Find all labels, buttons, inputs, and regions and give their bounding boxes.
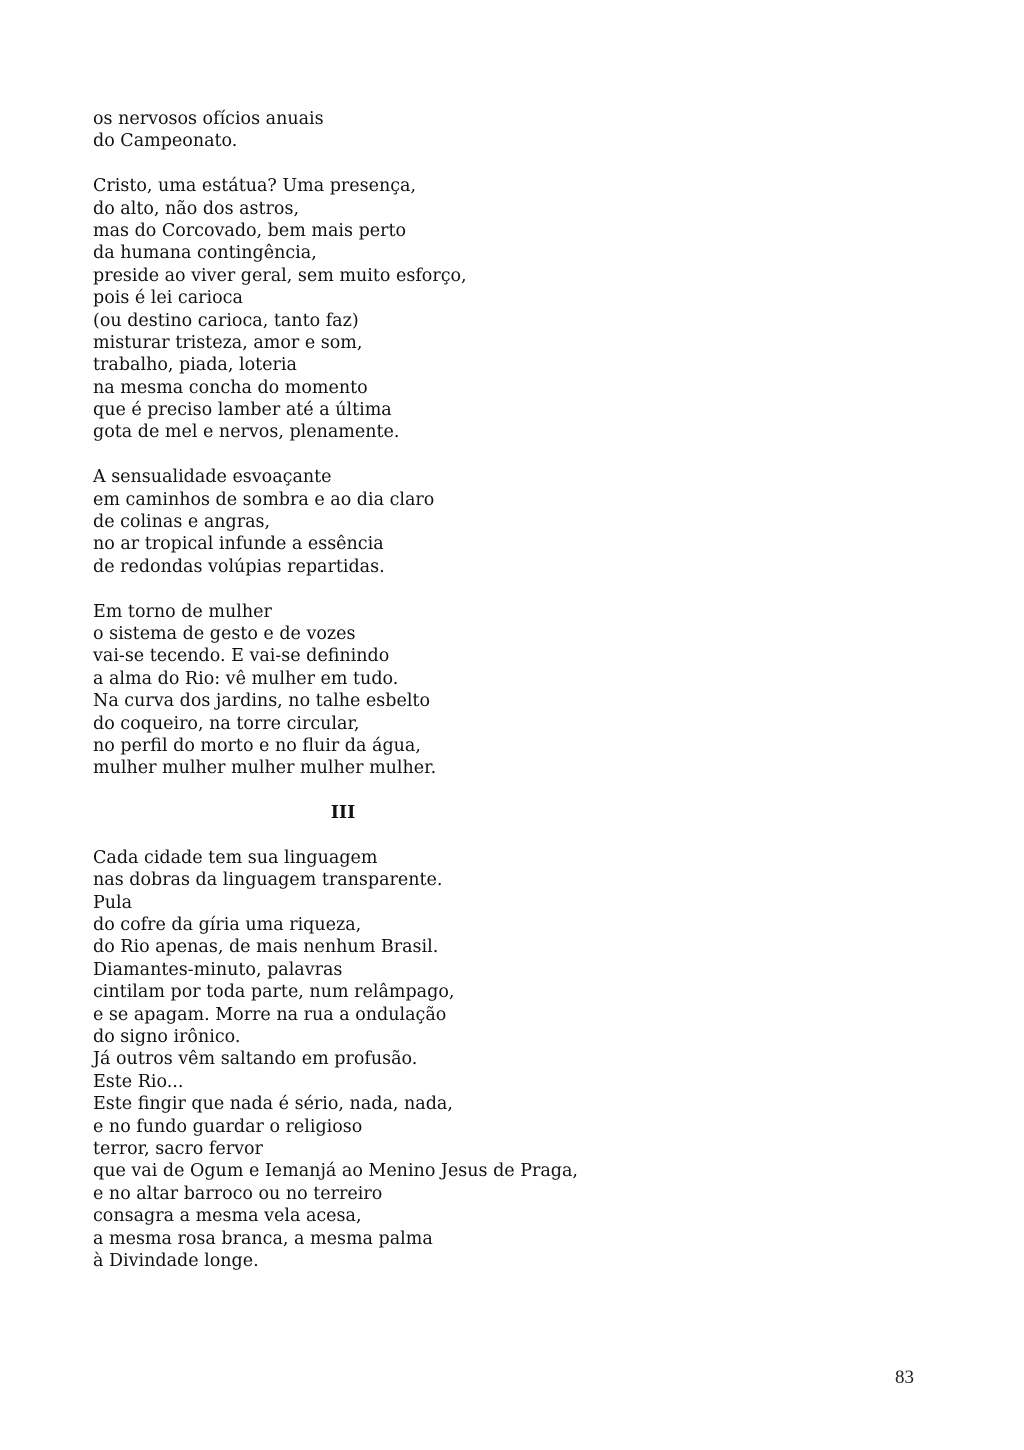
poem-line: do alto, não dos astros, — [93, 198, 300, 219]
poem-line: cintilam por toda parte, num relâmpago, — [93, 982, 455, 1003]
poem-line: a alma do Rio: vê mulher em tudo. — [93, 668, 399, 689]
poem-line: do cofre da gíria uma riqueza, — [93, 915, 362, 936]
poem-line: Já outros vêm saltando em profusão. — [93, 1049, 418, 1070]
poem-line: Este fingir que nada é sério, nada, nada, — [93, 1094, 453, 1115]
poem-line: (ou destino carioca, tanto faz) — [93, 310, 359, 331]
poem-line: mulher mulher mulher mulher mulher. — [93, 758, 437, 779]
poem-line: na mesma concha do momento — [93, 377, 368, 398]
page-number: 83 — [895, 1367, 914, 1388]
poem-line: A sensualidade esvoaçante — [93, 467, 332, 488]
poem-line: Na curva dos jardins, no talhe esbelto — [93, 691, 430, 712]
poem-line: mas do Corcovado, bem mais perto — [93, 220, 407, 241]
poem-line: no ar tropical infunde a essência — [93, 534, 384, 555]
poem-line: do coqueiro, na torre circular, — [93, 713, 360, 734]
poem-line: da humana contingência, — [93, 243, 317, 264]
poem-line: Diamantes-minuto, palavras — [93, 959, 343, 980]
poem-line: a mesma rosa branca, a mesma palma — [93, 1228, 433, 1249]
poem-line: gota de mel e nervos, plenamente. — [93, 422, 400, 443]
poem-line: misturar tristeza, amor e som, — [93, 332, 363, 353]
poem-line: o sistema de gesto e de vozes — [93, 623, 356, 644]
poem-line: no perfil do morto e no fluir da água, — [93, 735, 421, 756]
poem-line: de redondas volúpias repartidas. — [93, 556, 385, 577]
poem-line: à Divindade longe. — [93, 1250, 259, 1271]
poem-line: do Rio apenas, de mais nenhum Brasil. — [93, 937, 439, 958]
poem-line: os nervosos ofícios anuais — [93, 109, 324, 129]
poem-line: Em torno de mulher — [93, 601, 272, 622]
stanza-3 — [93, 466, 733, 578]
poem-line: Pula — [93, 892, 133, 913]
poem-line: de colinas e angras, — [93, 512, 271, 533]
poem-line: que é preciso lamber até a última — [93, 400, 392, 421]
poem-line: e se apagam. Morre na rua a ondulação — [93, 1004, 447, 1025]
poem-line: vai-se tecendo. E vai-se definindo — [93, 646, 390, 667]
stanza-1 — [93, 108, 733, 153]
poem-line: consagra a mesma vela acesa, — [93, 1206, 362, 1227]
stanza-5 — [93, 847, 733, 1272]
poem-line: trabalho, piada, loteria — [93, 355, 297, 376]
poem-line: Cada cidade tem sua linguagem — [93, 847, 378, 868]
section-heading: III — [330, 803, 356, 824]
poem-line: e no altar barroco ou no terreiro — [93, 1183, 383, 1204]
poem-line: terror, sacro fervor — [93, 1138, 263, 1159]
poem-line: e no fundo guardar o religioso — [93, 1116, 363, 1137]
poem-line: Cristo, uma estátua? Uma presença, — [93, 176, 417, 197]
poem-body — [93, 108, 733, 1295]
poem-line: do Campeonato. — [93, 131, 238, 152]
poem-line: que vai de Ogum e Iemanjá ao Menino Jesus de Praga, — [93, 1161, 578, 1182]
poem-line: nas dobras da linguagem transparente. — [93, 870, 443, 891]
poem-line: em caminhos de sombra e ao dia claro — [93, 489, 435, 510]
poem-line: Este Rio... — [93, 1071, 184, 1092]
poem-line: pois é lei carioca — [93, 288, 243, 309]
poem-line: do signo irônico. — [93, 1027, 241, 1048]
stanza-2 — [93, 175, 733, 444]
poem-line: preside ao viver geral, sem muito esforço, — [93, 265, 467, 286]
stanza-4 — [93, 601, 733, 780]
